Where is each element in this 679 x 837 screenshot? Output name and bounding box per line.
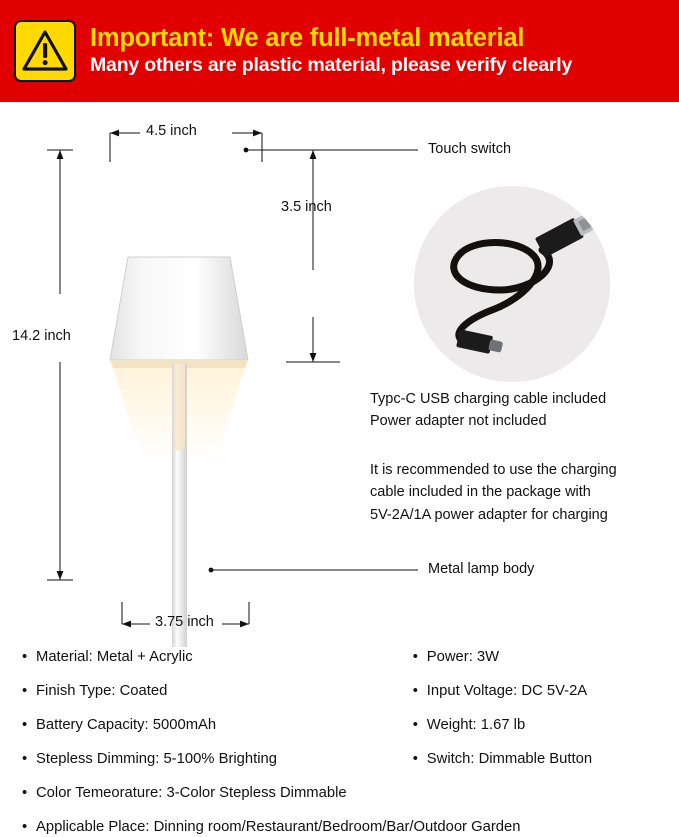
charging-note-line-3: 5V-2A/1A power adapter for charging [370, 506, 608, 523]
callout-touch-switch: Touch switch [428, 141, 512, 157]
spec-item: • Stepless Dimming: 5-100% Brighting [22, 749, 413, 770]
charging-recommendation-block [370, 459, 617, 526]
cable-note-line-2: Power adapter not included [370, 413, 547, 430]
charging-note-line-1: It is recommended to use the charging [370, 462, 617, 478]
usb-charging-cable-photo [414, 186, 610, 382]
dimension-shade-height: 3.5 inch [281, 199, 332, 215]
spec-item: • Weight: 1.67 lb [413, 715, 657, 736]
warning-triangle-icon [14, 20, 76, 82]
spec-item: • Color Temeorature: 3-Color Stepless Dimmable [22, 783, 413, 804]
cable-note-block [370, 388, 606, 433]
cable-note-line-1: Typc-C USB charging cable included [370, 391, 607, 407]
spec-item: • Power: 3W [413, 647, 657, 668]
banner-headline: Important: We are full-metal material [90, 23, 525, 52]
spec-item: • Finish Type: Coated [22, 681, 413, 702]
spec-item: • Material: Metal + Acrylic [22, 647, 413, 668]
banner-subheadline: Many others are plastic material, please verify clearly [90, 53, 573, 76]
dimension-base-width: 3.75 inch [155, 614, 214, 630]
charging-note-line-2: cable included in the package with [370, 484, 591, 501]
specs-columns [22, 647, 657, 817]
spec-item: • Switch: Dimmable Button [413, 749, 657, 770]
dimension-shade-width: 4.5 inch [146, 123, 197, 139]
dimension-total-height: 14.2 inch [12, 328, 71, 344]
specs-column-left [22, 647, 413, 817]
lamp-diagram [0, 102, 679, 647]
spec-item: • Input Voltage: DC 5V-2A [413, 681, 657, 702]
banner-text [90, 24, 572, 79]
warning-banner [0, 0, 679, 102]
callout-metal-lamp-body: Metal lamp body [428, 561, 535, 577]
spec-item: • Battery Capacity: 5000mAh [22, 715, 413, 736]
specs-section [0, 647, 679, 837]
specs-column-right [413, 647, 657, 817]
spec-item-applicable-place: • Applicable Place: Dinning room/Restaurant/Bedroom/Bar/Outdoor Garden [22, 817, 657, 837]
